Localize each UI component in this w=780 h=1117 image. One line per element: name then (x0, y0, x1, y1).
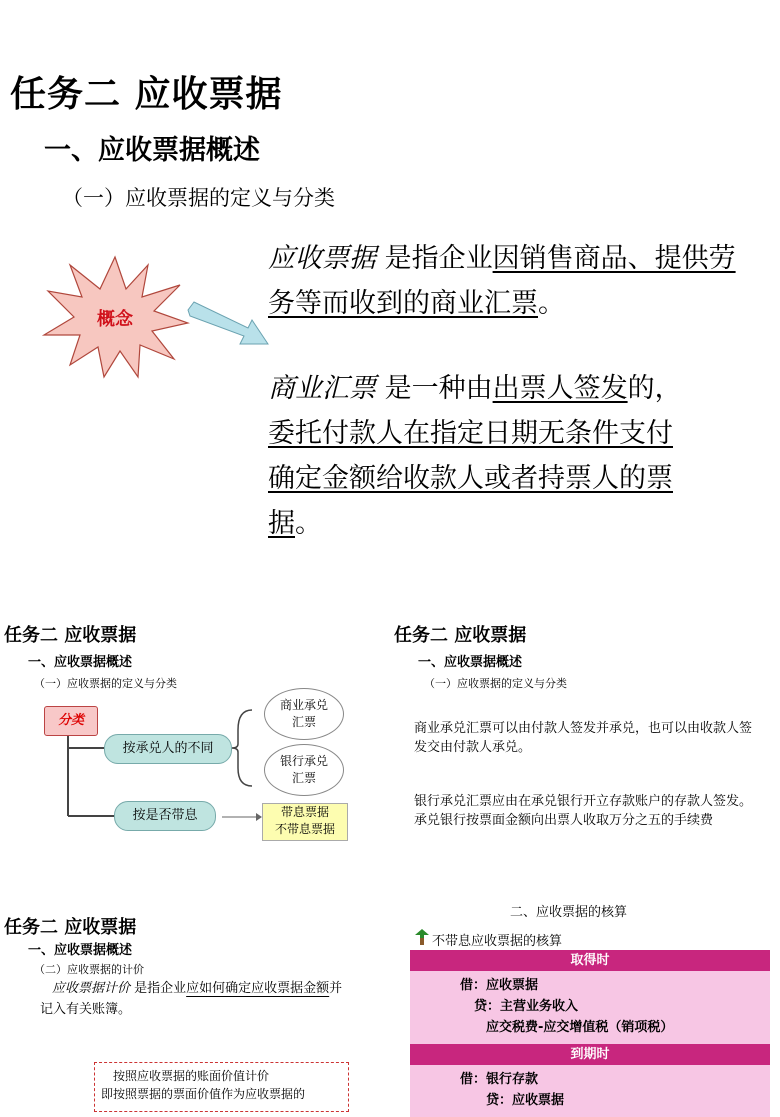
valuation-note-line2: 即按照票据的票面价值作为应收票据的 (101, 1087, 306, 1101)
slide3-heading1: 一、应收票据概述 (418, 655, 523, 670)
slide3-heading2: （一）应收票据的定义与分类 (424, 677, 567, 690)
slide1-title: 任务二 应收票据 (10, 74, 283, 115)
valuation-note-box (94, 1062, 349, 1112)
term-valuation: 应收票据计价 (52, 981, 131, 996)
slide1-heading2: （一）应收票据的定义与分类 (62, 186, 335, 210)
slide3-title: 任务二 应收票据 (394, 625, 527, 646)
slide5-subtitle: 不带息应收票据的核算 (432, 934, 563, 949)
right-arrow-icon (186, 300, 272, 354)
leaf-bank-acceptance (264, 744, 344, 796)
valuation-underlined: 应如何确定应收票据金额 (186, 981, 330, 996)
para2-mid: 的， (627, 373, 682, 404)
rows-acquisition (410, 971, 770, 1044)
leaf-commercial-acceptance (264, 688, 344, 740)
branch-by-interest: 按是否带息 (114, 801, 216, 831)
slide4-heading1: 一、应收票据概述 (28, 943, 133, 958)
definition-commercial-draft (268, 366, 698, 546)
valuation-tail: 并记入有关账簿。 (40, 981, 343, 1017)
journal-entries-table (410, 950, 770, 1117)
tree-icon (414, 928, 430, 950)
interest-types-box (262, 803, 348, 841)
band-maturity: 到期时 (410, 1044, 770, 1065)
slide1-heading1: 一、应收票据概述 (44, 135, 260, 166)
entry-debit-notes: 借：应收票据 (460, 978, 539, 993)
para2-u1: 出票人签发 (492, 373, 628, 404)
term-commercial-draft: 商业汇票 (268, 373, 376, 404)
valuation-note-line1: 按照应收票据的账面价值计价 (113, 1069, 270, 1083)
valuation-definition (40, 978, 350, 1020)
slide4-heading2: （二）应收票据的计价 (34, 963, 144, 976)
leaf-non-interest: 不带息票据 (274, 822, 335, 836)
para1-lead: 是指企业 (376, 243, 493, 274)
slide5-title: 二、应收票据的核算 (510, 905, 628, 920)
commercial-acceptance-desc: 商业承兑汇票可以由付款人签发并承兑，也可以由收款人签发交由付款人承兑。 (414, 721, 753, 755)
concept-badge-text: 概念 (97, 309, 133, 330)
slide2-heading2: （一）应收票据的定义与分类 (34, 677, 177, 690)
slide2-heading1: 一、应收票据概述 (28, 655, 133, 670)
definition-receivable-notes (268, 236, 738, 326)
term-receivable-notes: 应收票据 (268, 243, 376, 274)
leaf-interest-bearing: 带息票据 (280, 805, 329, 819)
para2-end: 。 (295, 508, 322, 539)
slide2-title: 任务二 应收票据 (4, 625, 137, 646)
classification-root: 分类 (44, 706, 98, 736)
leaf-commercial-acceptance-text: 商业承兑汇票 (279, 698, 328, 729)
entry-credit-revenue: 贷：主营业务收入 (474, 999, 579, 1014)
para2-u2: 委托付款人在指定日期无条件支付确定金额给收款人或者持票人的票据 (268, 418, 673, 539)
entry-credit-notes: 贷：应收票据 (486, 1093, 565, 1108)
slide4-title: 任务二 应收票据 (4, 917, 137, 938)
concept-starburst (40, 255, 190, 384)
para1-underlined: 因销售商品、提供劳务等而收到的商业汇票 (268, 243, 736, 319)
entry-credit-vat: 应交税费-应交增值税（销项税） (486, 1020, 674, 1035)
valuation-lead: 是指企业 (130, 981, 187, 996)
para1-end: 。 (538, 288, 565, 319)
entry-debit-bank: 借：银行存款 (460, 1072, 539, 1087)
bank-acceptance-desc: 银行承兑汇票应由在承兑银行开立存款账户的存款人签发。承兑银行按票面金额向出票人收取万分之五的手续费 (414, 794, 753, 828)
leaf-bank-acceptance-text: 银行承兑汇票 (279, 754, 328, 785)
branch-by-acceptor: 按承兑人的不同 (104, 734, 232, 764)
rows-maturity (410, 1065, 770, 1117)
band-acquisition: 取得时 (410, 950, 770, 971)
para2-lead: 是一种由 (376, 373, 493, 404)
